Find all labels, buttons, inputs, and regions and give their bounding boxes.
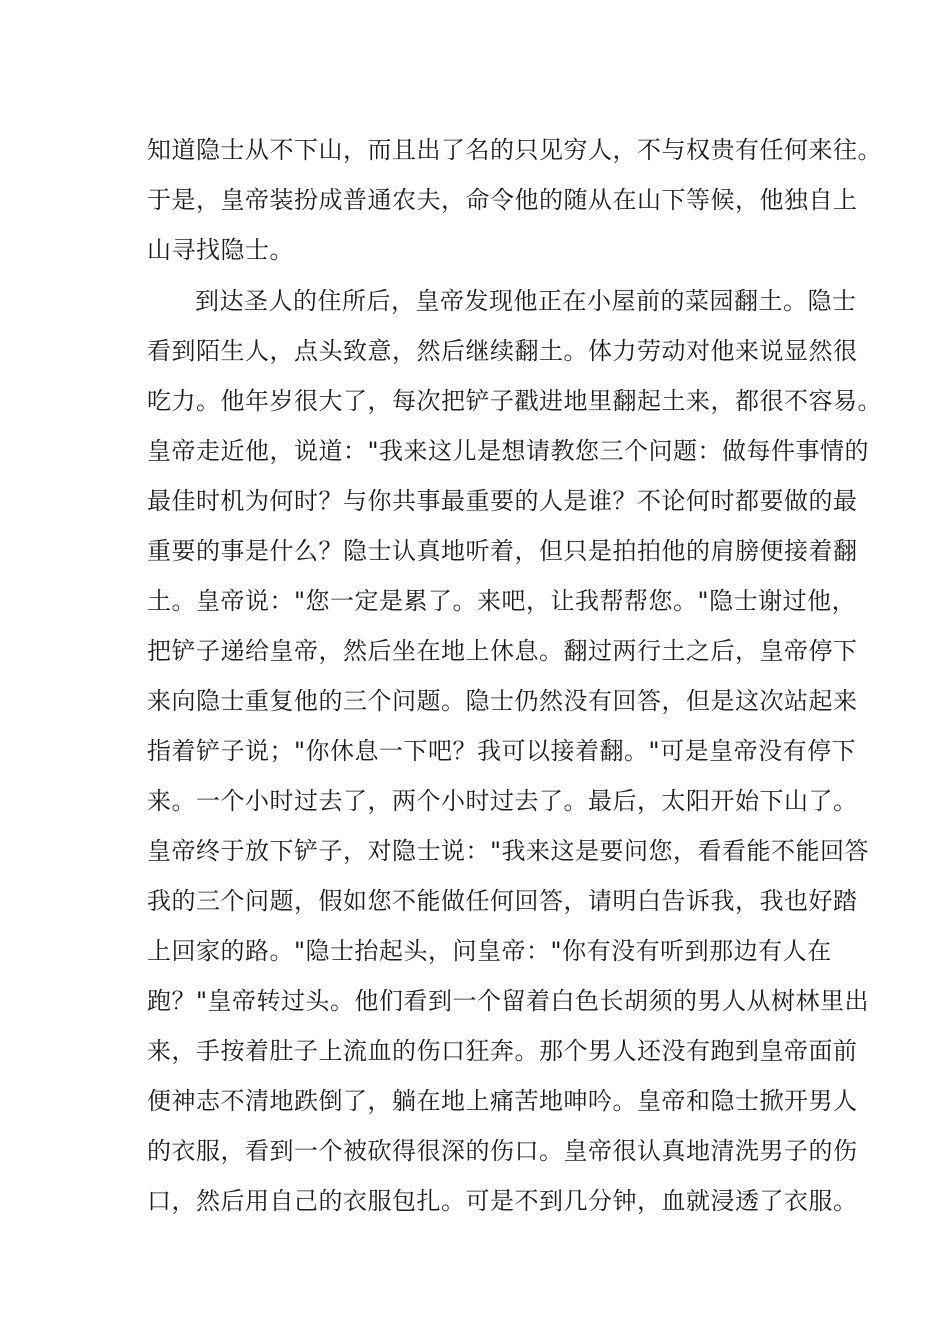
text-line-7: 皇帝走近他，说道："我来这儿是想请教您三个问题：做每件事情的 bbox=[147, 437, 870, 465]
text-line-5: 看到陌生人，点头致意，然后继续翻土。体力劳动对他来说显然很 bbox=[147, 337, 858, 365]
text-line-16: 我的三个问题，假如您不能做任何回答，请明白告诉我，我也好踏 bbox=[147, 887, 858, 915]
text-line-1: 知道隐士从不下山，而且出了名的只见穷人，不与权贵有任何来往。 bbox=[147, 136, 882, 164]
text-line-8: 最佳时机为何时？与你共事最重要的人是谁？不论何时都要做的最 bbox=[147, 487, 858, 515]
text-line-11: 把铲子递给皇帝，然后坐在地上休息。翻过两行土之后，皇帝停下 bbox=[147, 637, 858, 665]
text-line-20: 便神志不清地跌倒了，躺在地上痛苦地呻吟。皇帝和隐士掀开男人 bbox=[147, 1087, 858, 1115]
text-line-18: 跑？"皇帝转过头。他们看到一个留着白色长胡须的男人从树林里出 bbox=[147, 987, 870, 1015]
text-line-22: 口，然后用自己的衣服包扎。可是不到几分钟，血就浸透了衣服。 bbox=[147, 1187, 858, 1215]
text-line-17: 上回家的路。"隐士抬起头，问皇帝："你有没有听到那边有人在 bbox=[147, 937, 832, 965]
text-line-10: 土。皇帝说："您一定是累了。来吧，让我帮帮您。"隐士谢过他， bbox=[147, 587, 857, 615]
text-line-4: 到达圣人的住所后，皇帝发现他正在小屋前的菜园翻土。隐士 bbox=[195, 287, 857, 315]
text-line-21: 的衣服，看到一个被砍得很深的伤口。皇帝很认真地清洗男子的伤 bbox=[147, 1137, 858, 1165]
text-line-12: 来向隐士重复他的三个问题。隐士仍然没有回答，但是这次站起来 bbox=[147, 687, 858, 715]
text-line-15: 皇帝终于放下铲子，对隐士说："我来这是要问您，看看能不能回答 bbox=[147, 837, 870, 865]
text-line-6: 吃力。他年岁很大了，每次把铲子戳进地里翻起土来，都很不容易。 bbox=[147, 387, 882, 415]
text-line-19: 来，手按着肚子上流血的伤口狂奔。那个男人还没有跑到皇帝面前 bbox=[147, 1037, 858, 1065]
text-line-13: 指着铲子说；"你休息一下吧？我可以接着翻。"可是皇帝没有停下 bbox=[147, 737, 857, 765]
text-line-3: 山寻找隐士。 bbox=[147, 236, 294, 264]
text-line-2: 于是，皇帝装扮成普通农夫，命令他的随从在山下等候，他独自上 bbox=[147, 186, 858, 214]
text-line-9: 重要的事是什么？隐士认真地听着，但只是拍拍他的肩膀便接着翻 bbox=[147, 537, 858, 565]
text-line-14: 来。一个小时过去了，两个小时过去了。最后，太阳开始下山了。 bbox=[147, 787, 858, 815]
